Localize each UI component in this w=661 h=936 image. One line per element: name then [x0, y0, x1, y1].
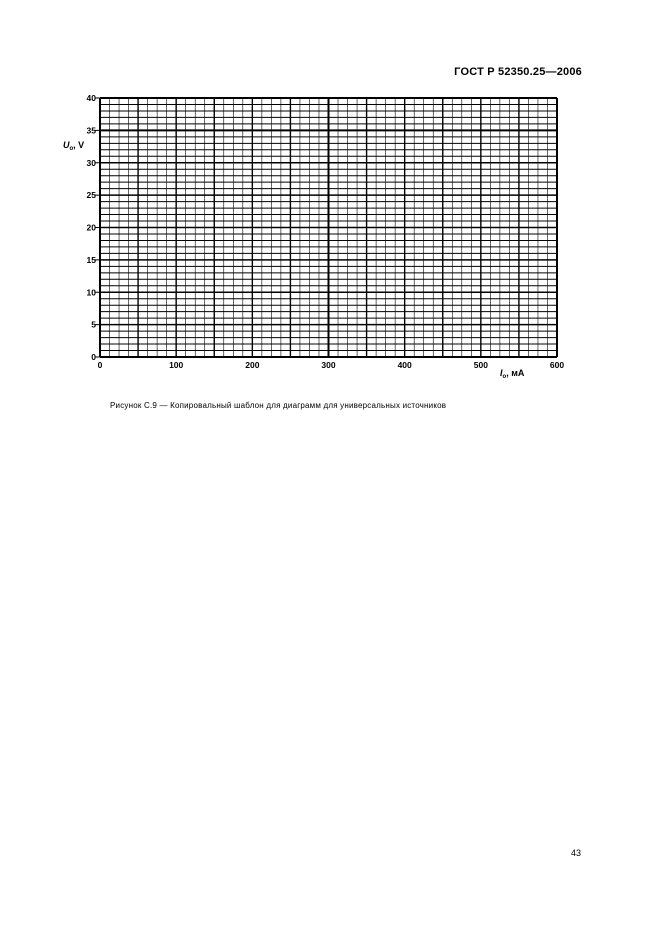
y-tick-label: 40	[86, 93, 96, 103]
chart-template-grid	[0, 0, 661, 400]
x-axis-unit: , мA	[506, 368, 525, 378]
y-tick-label: 35	[86, 125, 96, 136]
y-tick-label: 30	[86, 157, 96, 168]
x-axis-label	[500, 368, 525, 380]
x-axis-symbol: I	[500, 368, 503, 378]
y-axis-symbol: U	[63, 140, 70, 150]
x-axis-subscript: o	[502, 374, 507, 380]
y-tick-label: 5	[91, 319, 96, 330]
standard-number-header: ГОСТ Р 52350.25—2006	[454, 66, 582, 78]
y-tick-label: 25	[86, 190, 96, 201]
x-tick-label: 500	[473, 360, 488, 370]
page-number: 43	[571, 848, 582, 858]
y-axis-label	[63, 140, 84, 152]
x-tick-label: 100	[169, 360, 184, 370]
y-tick-label: 10	[86, 287, 96, 298]
axis-ticks	[87, 93, 565, 370]
x-tick-label: 300	[321, 360, 336, 370]
y-tick-label: 20	[86, 222, 96, 233]
y-tick-label: 0	[91, 352, 96, 362]
x-tick-label: 400	[397, 360, 412, 370]
x-tick-label: 0	[97, 360, 103, 370]
y-axis-unit: , V	[73, 140, 85, 150]
y-tick-label: 15	[86, 254, 96, 265]
x-tick-label: 600	[549, 360, 565, 370]
x-tick-label: 200	[245, 360, 260, 370]
y-axis-subscript: o	[69, 146, 74, 152]
figure-caption: Рисунок С.9 — Копировальный шаблон для диаграмм для универсальных источников	[110, 401, 447, 410]
